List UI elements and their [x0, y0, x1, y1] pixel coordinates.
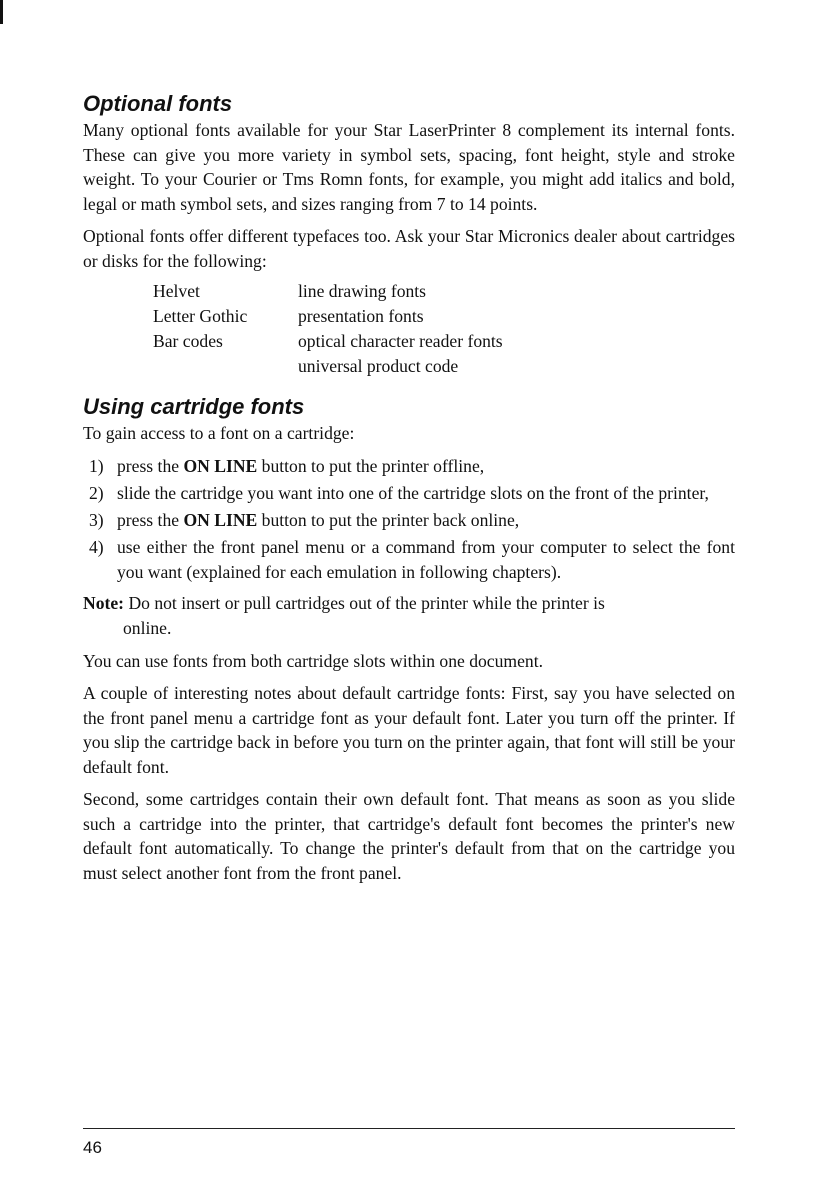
font-table-row: [153, 279, 503, 304]
step-text: slide the cartridge you want into one of the cartridge slots on the front of the printer,: [117, 482, 709, 503]
cartridge-paragraph-1: You can use fonts from both cartridge slots within one document.: [83, 650, 543, 671]
cartridge-paragraph-3: Second, some cartridges contain their own default font. That means as soon as you slide such a cartridge into the printer, that cartridge's default font becomes the printer's new default font automatically. To change the printer's default from that on the cartridge you must select another font from the front panel.: [83, 789, 735, 883]
font-table-row: [153, 354, 503, 379]
note-continuation: online.: [123, 617, 172, 638]
list-item: [83, 481, 735, 506]
optional-fonts-table: [153, 279, 503, 379]
font-name: Helvet: [153, 281, 200, 301]
list-item: [83, 454, 735, 479]
page-edge-mark: [0, 0, 3, 24]
font-table-row: [153, 329, 503, 354]
font-type: line drawing fonts: [298, 281, 427, 301]
step-text: press the: [117, 455, 184, 476]
cartridge-intro: To gain access to a font on a cartridge:: [83, 423, 355, 443]
optional-fonts-paragraph-2: Optional fonts offer different typefaces too. Ask your Star Micronics dealer about cartridges or disks for the following:: [83, 226, 735, 271]
heading-optional-fonts: Optional fonts: [83, 91, 233, 116]
step-text: button to put the printer offline,: [257, 455, 485, 476]
step-number: 2): [89, 482, 104, 503]
font-name: [153, 354, 298, 379]
step-text: button to put the printer back online,: [257, 509, 520, 530]
page-content: [83, 90, 735, 885]
footer-rule: [83, 1128, 735, 1129]
list-item: [83, 508, 735, 533]
note-text: Do not insert or pull cartridges out of the printer while the printer is: [128, 592, 605, 613]
optional-fonts-paragraph-1: Many optional fonts available for your Star LaserPrinter 8 complement its internal fonts. These can give you more variety in symbol sets, spacing, font height, style and stroke weight. To your Courier or Tms Romn fonts, for example, you might add italics and bold, legal or math symbol sets, and sizes ranging from 7 to 14 points.: [83, 120, 735, 214]
font-type: optical character reader fonts: [298, 331, 503, 351]
cartridge-paragraph-2: A couple of interesting notes about default cartridge fonts: First, say you have selected on the front panel menu a cartridge font as your default font. Later you turn off the printer. If you slip the cartridge back in before you turn on the printer again, that font will still be your default font.: [83, 683, 735, 777]
step-number: 1): [89, 455, 104, 476]
on-line-key-label: ON LINE: [183, 455, 258, 476]
list-item: [83, 535, 735, 585]
font-table-row: [153, 304, 503, 329]
heading-using-cartridge-fonts: Using cartridge fonts: [83, 394, 305, 419]
step-number: 3): [89, 509, 104, 530]
step-number: 4): [89, 536, 104, 557]
on-line-key-label: ON LINE: [183, 509, 258, 530]
font-name: Letter Gothic: [153, 306, 248, 326]
note-block: [83, 591, 735, 641]
font-type: universal product code: [298, 356, 459, 376]
note-label: Note:: [83, 592, 125, 613]
step-text: use either the front panel menu or a command from your computer to select the font you want (explained for each emulation in following chapters).: [117, 536, 735, 582]
step-text: press the: [117, 509, 184, 530]
cartridge-steps-list: [83, 454, 735, 585]
page-number: 46: [83, 1138, 102, 1157]
font-type: presentation fonts: [298, 306, 424, 326]
font-name: Bar codes: [153, 331, 223, 351]
